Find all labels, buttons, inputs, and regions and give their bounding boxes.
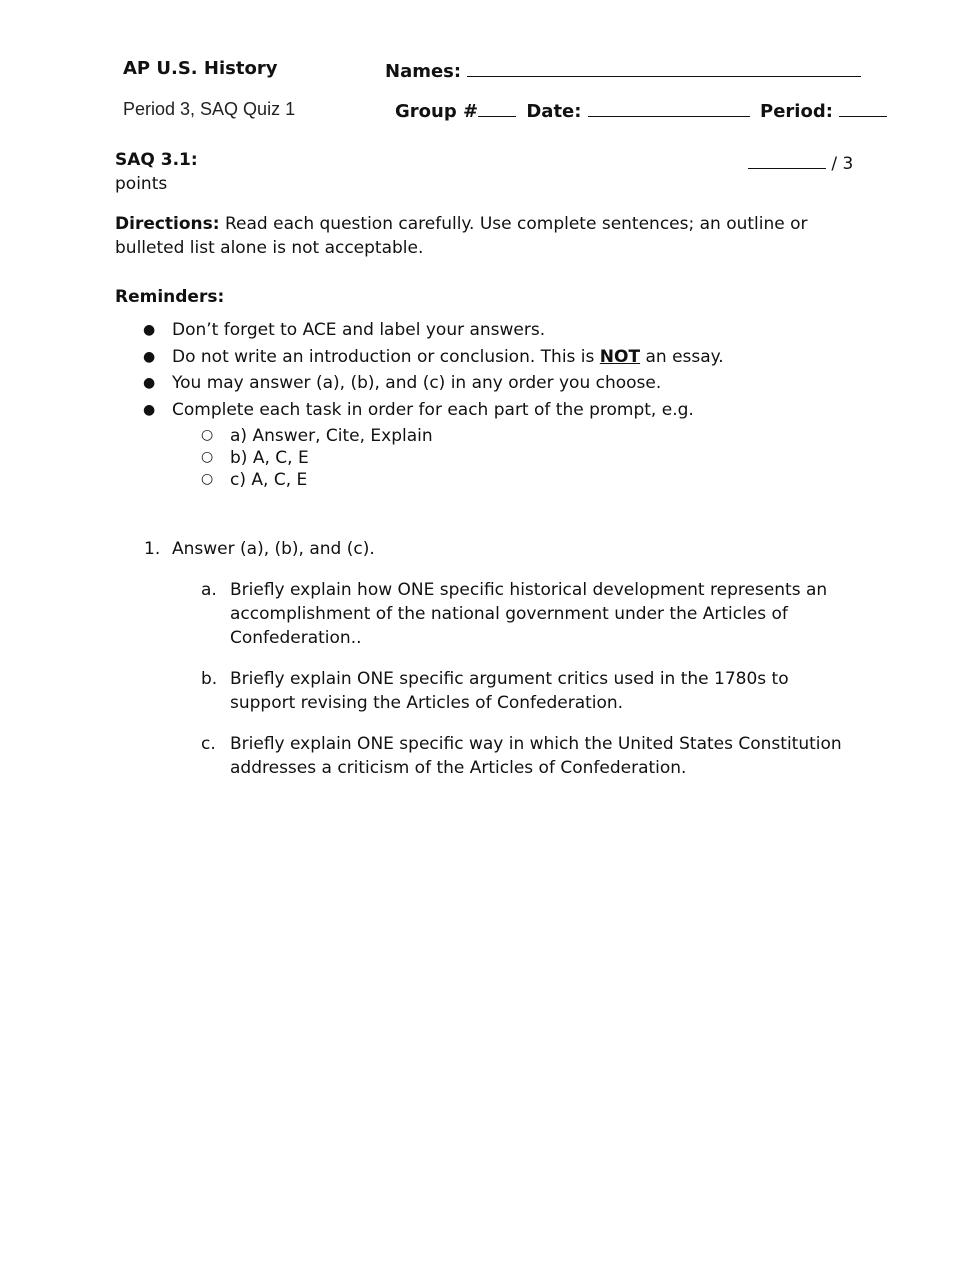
- directions-line-1: [115, 214, 808, 234]
- question-prompt: Answer (a), (b), and (c).: [172, 539, 375, 559]
- list-item: ○ b) A, C, E: [201, 448, 309, 468]
- part-text: Briefly explain ONE specific way in which the United States Constitution addresses a criticism of the Articles of Confederation.: [230, 734, 842, 778]
- emphasis-not: NOT: [599, 346, 641, 367]
- list-item: ● Complete each task in order for each part of the prompt, e.g.: [143, 399, 694, 420]
- list-item: ● Don’t forget to ACE and label your answers.: [143, 320, 546, 340]
- circle-bullet-icon: ○: [201, 449, 214, 465]
- part-letter: c.: [201, 734, 216, 754]
- directions-line-2: bulleted list alone is not acceptable.: [115, 238, 424, 258]
- date-field[interactable]: [588, 98, 750, 117]
- directions-text-1: Read each question carefully. Use complete sentences; an outline or: [225, 214, 808, 234]
- list-item: ○ a) Answer, Cite, Explain: [201, 426, 433, 446]
- list-item: ● You may answer (a), (b), and (c) in any order you choose.: [143, 373, 662, 393]
- bullet-icon: ●: [143, 401, 156, 418]
- quiz-subtitle: Period 3, SAQ Quiz 1: [123, 99, 296, 119]
- bullet-icon: ●: [143, 348, 156, 365]
- circle-bullet-icon: ○: [201, 471, 214, 487]
- saq-label: SAQ 3.1:: [115, 150, 198, 170]
- reminders-sublist: [201, 426, 433, 492]
- part-text: Briefly explain ONE specific argument critics used in the 1780s to support revising the Articles of Confederation.: [230, 669, 789, 713]
- directions-label: Directions:: [115, 214, 220, 234]
- part-letter: a.: [201, 580, 217, 600]
- group-date-period-row: [395, 98, 887, 122]
- score-total: / 3: [831, 154, 854, 174]
- date-label: Date:: [526, 101, 582, 122]
- bullet-icon: ●: [143, 375, 156, 391]
- names-field[interactable]: [467, 58, 861, 77]
- bullet-icon: ●: [143, 322, 156, 338]
- part-text: Briefly explain how ONE specific historical development represents an accomplishment of the national government under the Articles of Confederation..: [230, 580, 828, 648]
- question-number: 1.: [144, 539, 161, 559]
- names-label: Names:: [385, 61, 462, 82]
- reminders-list: [143, 320, 724, 426]
- points-text: points: [115, 174, 168, 194]
- score-row: [748, 150, 853, 174]
- group-field[interactable]: [478, 98, 516, 117]
- period-label: Period:: [760, 101, 833, 122]
- list-item: ● Do not write an introduction or conclusion. This is NOT an essay.: [143, 346, 724, 367]
- course-title: AP U.S. History: [123, 58, 278, 79]
- circle-bullet-icon: ○: [201, 427, 214, 443]
- reminders-label: Reminders:: [115, 287, 225, 307]
- group-label: Group #: [395, 101, 479, 122]
- period-field[interactable]: [839, 98, 887, 117]
- list-item: ○ c) A, C, E: [201, 470, 308, 490]
- names-row: [385, 58, 861, 82]
- score-field[interactable]: [748, 150, 826, 169]
- part-letter: b.: [201, 669, 218, 689]
